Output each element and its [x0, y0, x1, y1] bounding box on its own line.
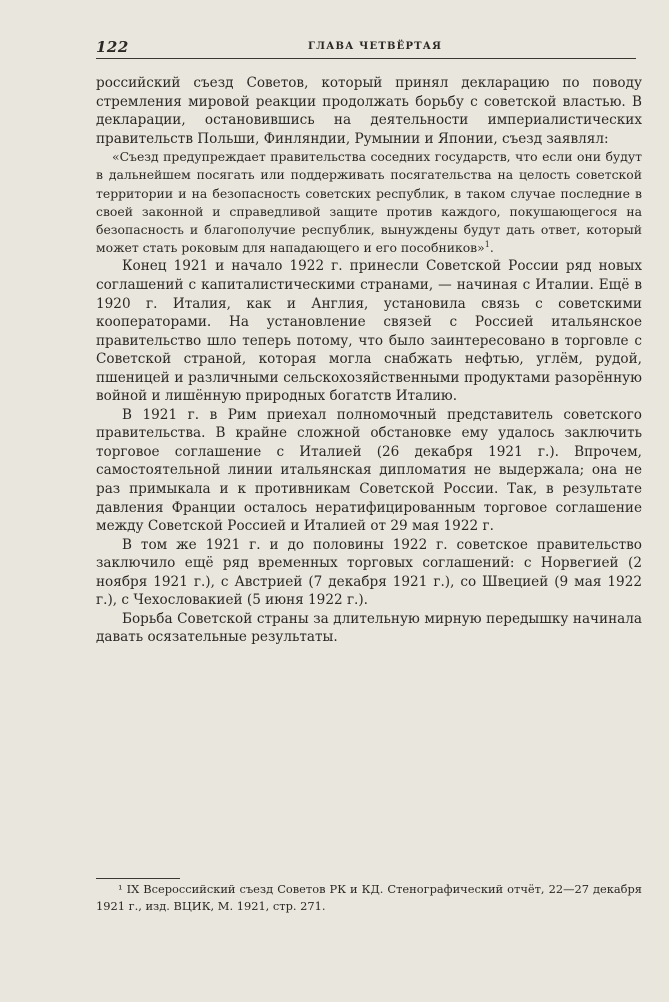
paragraph: Конец 1921 и начало 1922 г. принесли Советской России ряд новых соглашений с капиталистическими странами, — начиная с Италии. Ещё в 1920 г. Италия, как и Англия, установила связь с советскими кооператорами. На установление связей с Россией итальянское правительство шло теперь потому, что было заинтересовано в торговле с Советской страной, которая могла снабжать нефтью, углём, рудой, пшеницей и различными сельскохозяйственными продуктами разорённую войной и лишённую природных богатств Италию. [96, 258, 642, 405]
running-head: ГЛАВА ЧЕТВЁРТАЯ [308, 41, 443, 52]
paragraph: Борьба Советской страны за длительную мирную передышку начинала давать осязательные результаты. [96, 610, 642, 646]
paragraph-continuation: российский съезд Советов, который принял декларацию по поводу стремления мировой реакции продолжать борьбу с советской властью. В декларации, остановившись на деятельности империалистических правительств Польши, Финляндии, Румынии и Японии, съезд заявлял: [96, 75, 642, 147]
quotation-paragraph: «Съезд предупреждает правительства соседних государств, что если они будут в дальнейшем посягать или поддерживать посягательства на целость советской территории и на безопасность советских республик, в таком случае последние в своей законной и справедливой защите против каждого, покушающегося на безопасность и благополучие республик, вынуждены будут дать ответ, который может стать роковым для нападающего и его пособников»$^1$. [96, 149, 642, 256]
paragraph: В том же 1921 г. и до половины 1922 г. советское правительство заключило ещё ряд временных торговых соглашений: с Норвегией (2 ноября 1921 г.), с Австрией (7 декабря 1921 г.), со Швецией (9 мая 1922 г.), с Чехословакией (5 июня 1922 г.). [96, 536, 642, 609]
quotation-text: «Съезд предупреждает правительства соседних государств, что если они будут в дальнейшем посягать или поддерживать посягательства на целость советской территории и на безопасность советских республик, в таком случае последние в своей законной и справедливой защите против каждого, покушающегося на безопасность и благополучие республик, вынуждены будут дать ответ, который может стать роковым для нападающего и его пособников» [96, 149, 642, 256]
footnote-divider [96, 878, 180, 879]
main-text [96, 74, 642, 647]
footnote-reference: 1 [484, 240, 490, 250]
paragraph: В 1921 г. в Рим приехал полномочный представитель советского правительства. В крайне сложной обстановке ему удалось заключить торговое соглашение с Италией (26 декабря 1921 г.). Впрочем, самостоятельной линии итальянская дипломатия не выдержала; она не раз примыкала и к противникам Советской России. Так, в результате давления Франции осталось нератифицированным торговое соглашение между Советской Россией и Италией от 29 мая 1922 г. [96, 406, 642, 535]
page-header [96, 38, 636, 59]
page-number: 122 [96, 38, 129, 56]
footnote: ¹ IX Всероссийский съезд Советов РК и КД. Стенографический отчёт, 22—27 декабря 1921 г., изд. ВЦИК, М. 1921, стр. 271. [96, 882, 642, 913]
